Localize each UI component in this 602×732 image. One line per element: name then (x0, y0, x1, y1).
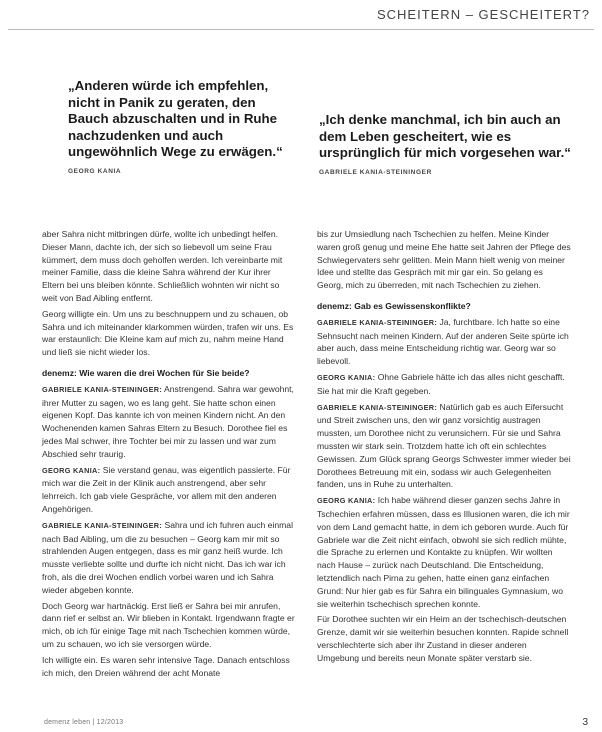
pull-quote-author: GABRIELE KANIA-STEININGER (319, 168, 432, 176)
pull-quote-left (68, 78, 298, 176)
article-paragraph (42, 228, 295, 305)
article-column-right (317, 228, 571, 668)
interview-question (317, 300, 571, 313)
paragraph-text: Ich habe während dieser ganzen sechs Jahre in Tschechien erfahren müssen, dass es Illusionen waren, die ich mir von dem Land gemacht hatte, in dem ich geboren wurde. Auch für Gabriele war die Zeit nicht einfach, obwohl sie sich redlich mühte, die Sprache zu erlernen und Kontakte zu knüpfen. Wir wollten nach Hause – zurück nach Deutschland. Die Entscheidung, letztendlich nach Pirna zu gehen, hatte einen ganz einfachen Grund: Nur hier gab es für Sahra ein bilinguales Gymnasium, wo sie weiterhin tschechisch sprechen konnte. (317, 495, 570, 609)
interview-question (42, 367, 295, 380)
article-paragraph (317, 316, 571, 368)
article-column-left (42, 228, 295, 682)
article-paragraph (317, 494, 571, 610)
paragraph-text: denemz: Gab es Gewissenskonflikte? (317, 300, 471, 311)
article-paragraph (42, 519, 295, 597)
paragraph-text: Natürlich gab es auch Eifersucht und Streit zwischen uns, den wir ganz vorsichtig austragen mussten, um Dorothee nicht zu verunsichern. Für sie und Sahra mussten wir stark sein. Trotzdem hatte ich oft ein schlechtes Gewissen. Zum Glück sprang Georgs Schwester immer wieder bei Dorothees Betreuung mit ein, sodass wir auch Gelegenheiten fanden, uns in Ruhe zu unterhalten. (317, 401, 571, 490)
speaker-label: GABRIELE KANIA-STEININGER: (42, 520, 163, 530)
article-paragraph (42, 654, 295, 680)
paragraph-text: Georg willigte ein. Um uns zu beschnuppern und zu schauen, ob Sahra und ich miteinander klarkommen würden, trafen wir uns. Es war erstaunlich: Die Kleine kam auf mich zu, nahm meine Hand und ließ sie nicht wieder los. (42, 308, 294, 358)
paragraph-text: Ja, furchtbare. Ich hatte so eine Sehnsucht nach meinen Kindern. Auf der anderen Seite spürte ich aber auch, dass meine Entscheidung richtig war. Georg war so liebevoll. (317, 316, 569, 367)
paragraph-text: denemz: Wie waren die drei Wochen für Sie beide? (42, 367, 250, 378)
article-paragraph (317, 613, 571, 664)
page-number: 3 (582, 717, 588, 728)
speaker-label: GEORG KANIA: (317, 372, 376, 382)
pull-quote-text: „Anderen würde ich empfehlen, nicht in Panik zu geraten, den Bauch abzuschalten und in Ruhe nachzudenken und auch ungewöhnlich Wege zu erwägen.“ (68, 78, 283, 159)
article-paragraph (317, 371, 571, 398)
article-paragraph (42, 600, 295, 651)
paragraph-text: Doch Georg war hartnäckig. Erst ließ er Sahra bei mir anrufen, dann rief er selbst an. Wir blieben in Kontakt. Irgendwann fragte er mich, ob ich für einige Tage mit nach Tschechien kommen würde, um zu schauen, wo ich sie versorgen würde. (42, 600, 295, 649)
speaker-label: GABRIELE KANIA-STEININGER: (42, 384, 163, 394)
pull-quote-author: GEORG KANIA (68, 167, 122, 175)
header-rule (8, 29, 594, 30)
section-title: SCHEITERN – GESCHEITERT? (376, 7, 590, 22)
paragraph-text: Sie verstand genau, was eigentlich passierte. Für mich war die Zeit in der Klinik auch anstrengend, aber sehr lehrreich. Ich gab viele Gespräche, vor allem mit den anderen Angehörigen. (42, 464, 291, 514)
footer-publication: demenz leben | 12/2013 (44, 719, 124, 726)
speaker-label: GABRIELE KANIA-STEININGER: (317, 402, 438, 412)
pull-quote-text: „Ich denke manchmal, ich bin auch an dem Leben gescheitert, wie es ursprünglich für mich vorgesehen war.“ (319, 112, 571, 160)
speaker-label: GABRIELE KANIA-STEININGER: (317, 317, 438, 327)
article-paragraph (42, 308, 295, 359)
paragraph-text: Anstrengend. Sahra war gewohnt, ihrer Mutter zu sagen, wo es lang geht. Sie hatte schon einen eigenen Kopf. Das kannte ich von meinen Kindern nicht. An den Wochenenden kamen Sahras Eltern zu Besuch. Dorothee fiel es jedes Mal schwer, ihre Tochter bei mir zu lassen und war zum Abschied sehr traurig. (42, 383, 294, 459)
paragraph-text: Ohne Gabriele hätte ich das alles nicht geschafft. Sie hat mir die Kraft gegeben. (317, 371, 565, 396)
paragraph-text: Sahra und ich fuhren auch einmal nach Bad Aibling, um die zu besuchen – Georg kam mir mit so strahlenden Augen entgegen, dass es mir ganz heiß wurde. Ich musste verliebte sollte und durfte ich nicht nicht. Das ich war ich froh, als die drei Wochen endlich vorbei waren und ich Sahra wieder abgeben konnte. (42, 519, 293, 595)
paragraph-text: Ich willigte ein. Es waren sehr intensive Tage. Danach entschloss ich mich, den Dreien während der acht Monate (42, 654, 290, 678)
article-paragraph (317, 228, 571, 292)
article-paragraph (317, 401, 571, 492)
paragraph-text: aber Sahra nicht mitbringen dürfe, wollte ich unbedingt helfen. Dieser Mann, dachte ich, der sich so liebevoll um seine Frau kümmert, dem muss doch geholfen werden. Ich vereinbarte mit meiner Familie, dass die kleine Sahra während der Kur ihrer Eltern bei uns bleiben könnte. Schließlich wohnten wir nicht so weit von Bad Aibling entfernt. (42, 229, 283, 303)
article-paragraph (42, 464, 295, 516)
paragraph-text: Für Dorothee suchten wir ein Heim an der tschechisch-deutschen Grenze, damit wir sie weiterhin besuchen konnten. Rapide schnell verschlechterte sich aber ihr Zustand in dieser anderen Umgebung und bereits neun Monate später verstarb sie. (317, 614, 569, 663)
speaker-label: GEORG KANIA: (42, 465, 101, 475)
paragraph-text: bis zur Umsiedlung nach Tschechien zu helfen. Meine Kinder waren groß genug und meine Ehe hatte seit Jahren der Pflege des Schwiegervaters sehr gelitten. Mein Mann hielt wenig von meiner Idee und stellte das Gespräch mit mir gar ein. So gelang es Georg, mich zu überreden, mit nach Tschechien zu ziehen. (317, 229, 571, 291)
speaker-label: GEORG KANIA: (317, 496, 376, 506)
pull-quote-right (319, 112, 584, 177)
article-paragraph (42, 383, 295, 461)
